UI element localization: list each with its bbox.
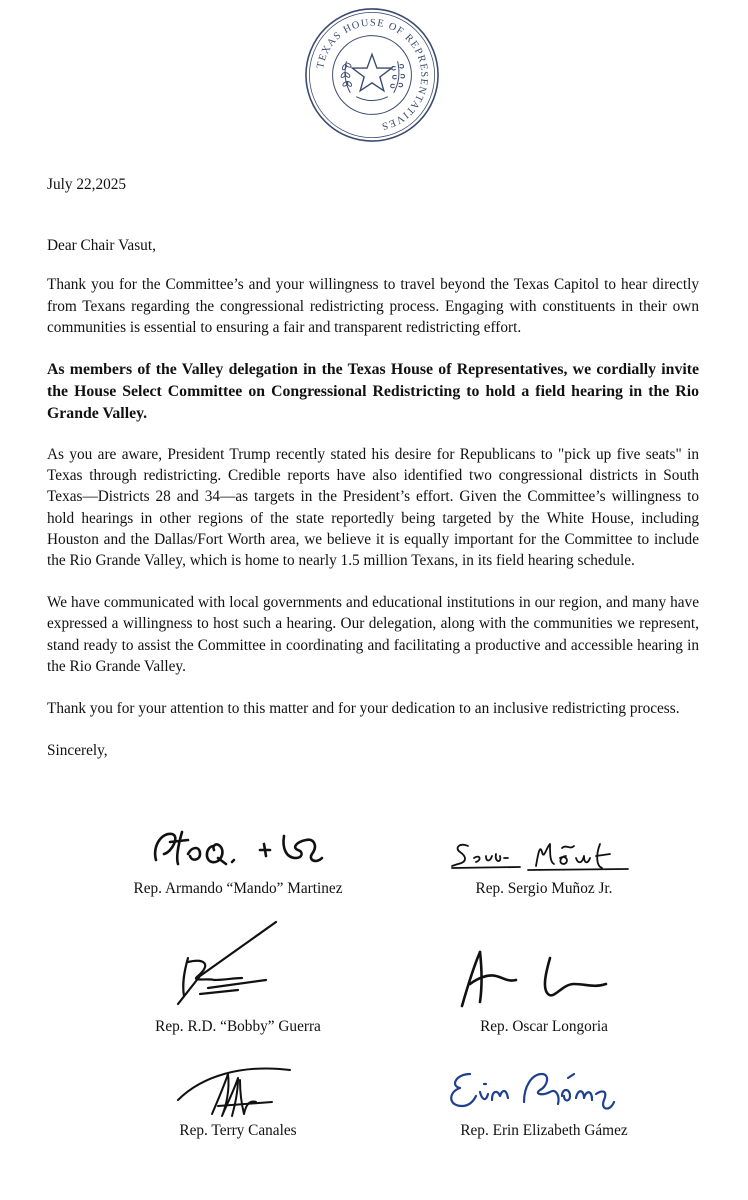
signature-image <box>450 834 640 874</box>
seal-ring-text: TEXAS HOUSE OF REPRESENTATIVES <box>315 17 430 132</box>
signature-block <box>394 918 694 1035</box>
signatory-name: Rep. Armando “Mando” Martinez <box>133 880 343 897</box>
paragraph: We have communicated with local governments and educational institutions in our region, and many have expressed a willingness to host such a hearing. Our delegation, along with the communities we represent, stand ready to assist the Committee in coordinating and facilitating a productive and accessible hearing in the Rio Grande Valley. <box>47 594 699 675</box>
signatory-name: Rep. Terry Canales <box>179 1122 297 1139</box>
signatory-name: Rep. Erin Elizabeth Gámez <box>460 1122 628 1139</box>
invitation-paragraph: As members of the Valley delegation in the Texas House of Representatives, we cordially invite the House Select Committee on Congressional Redistricting to hold a field hearing in the Rio Grande Valley. <box>47 361 699 423</box>
paragraph: Thank you for the Committee’s and your willingness to travel beyond the Texas Capitol to hear directly from Texans regarding the congressional redistricting process. Engaging with constituents in their own communities is essential to ensuring a fair and transparent redistricting effort. <box>47 276 699 336</box>
signatory-name: Rep. Sergio Muñoz Jr. <box>475 880 613 897</box>
signature-image <box>458 944 618 1010</box>
letter-body <box>47 174 699 761</box>
signature-block <box>88 820 388 900</box>
paragraph: As you are aware, President Trump recently stated his desire for Republicans to "pick up five seats" in Texas through redistricting. Credible reports have also identified two congressional districts in South Texas—Districts 28 and 34—as targets in the President’s effort. Given the Committee’s willingness to hold hearings in other regions of the state reportedly being targeted by the White House, including Houston and the Dallas/Fort Worth area, we believe it is equally important for the Committee to include the Rio Grande Valley, which is home to nearly 1.5 million Texans, in its field hearing schedule. <box>47 446 699 570</box>
letter-date: July 22,2025 <box>47 176 127 193</box>
signatory-name: Rep. R.D. “Bobby” Guerra <box>155 1018 321 1035</box>
oak-branch-icon <box>391 61 405 93</box>
star-icon <box>352 54 391 90</box>
texas-house-seal <box>303 6 441 144</box>
signature-block <box>88 1060 388 1144</box>
salutation: Dear Chair Vasut, <box>47 237 156 255</box>
signature-image <box>172 1060 302 1122</box>
signatory-name: Rep. Oscar Longoria <box>480 1018 608 1035</box>
closing: Sincerely, <box>47 742 108 760</box>
paragraph: Thank you for your attention to this matter and for your dedication to an inclusive redistricting process. <box>47 700 680 718</box>
signature-block <box>394 820 694 900</box>
signature-image <box>148 918 308 1010</box>
signature-block <box>88 918 388 1035</box>
olive-branch-icon <box>340 61 352 93</box>
signature-block <box>394 1060 694 1144</box>
signature-image <box>446 1066 646 1116</box>
signature-image <box>148 824 338 874</box>
